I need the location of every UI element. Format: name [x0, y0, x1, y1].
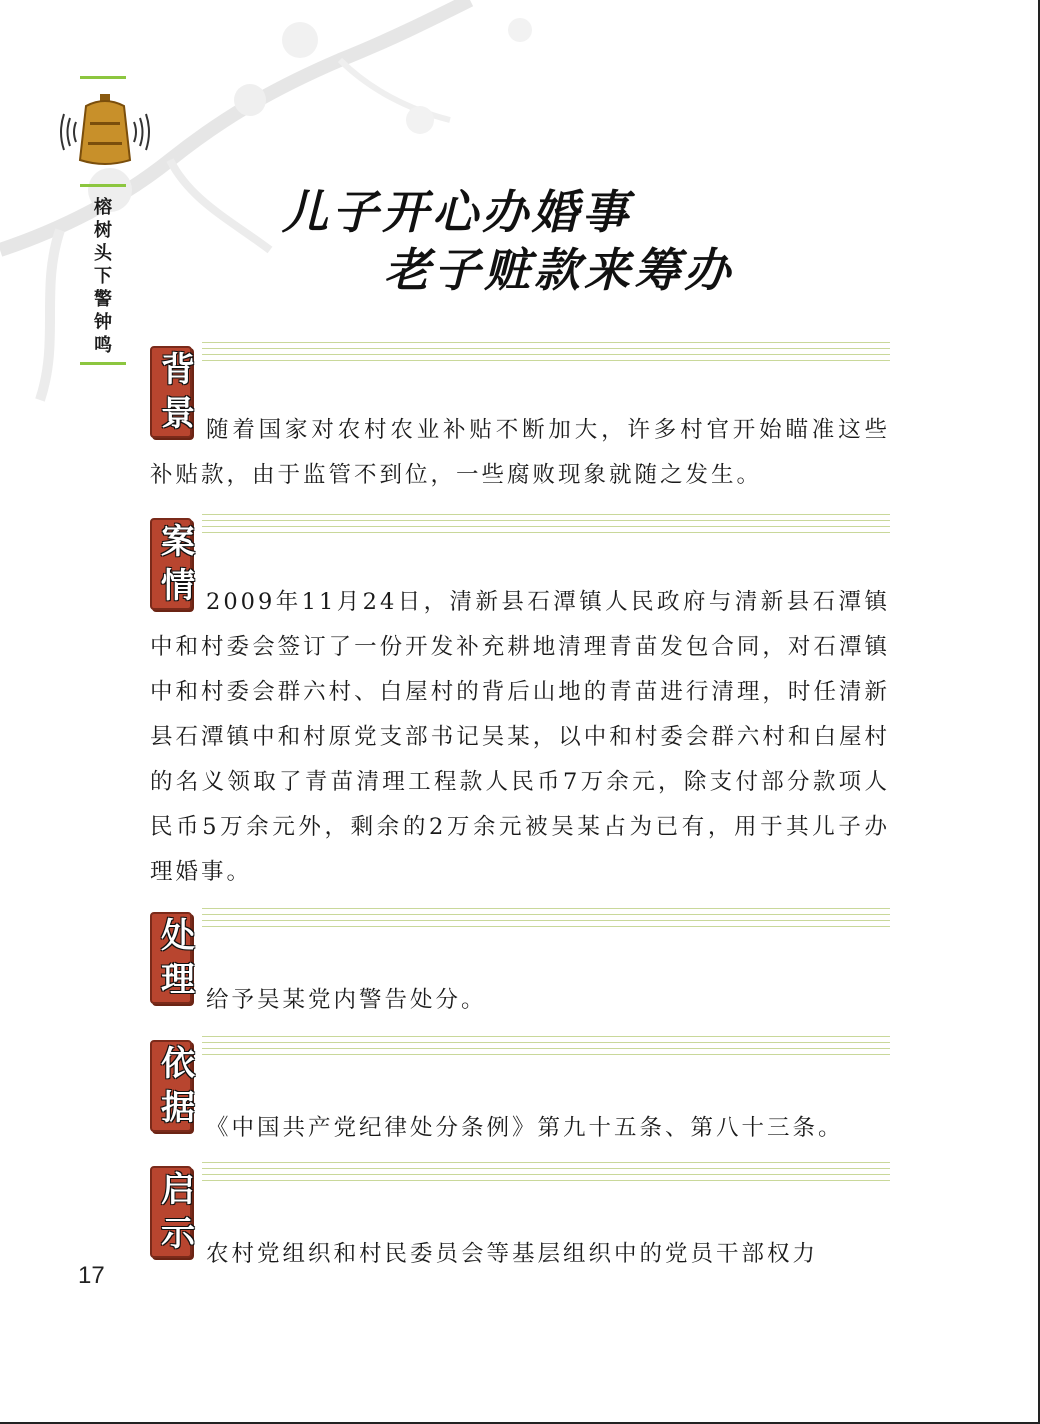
section-body — [150, 1232, 890, 1277]
section-badge-label: 案情 — [161, 522, 195, 606]
sidebar-top-rule — [80, 76, 126, 79]
section-text: 《中国共产党纪律处分条例》第九十五条、第八十三条。 — [206, 1115, 844, 1141]
bell-icon — [50, 92, 160, 172]
section-rule-lines — [202, 1162, 890, 1190]
section-rule-lines — [202, 1036, 890, 1064]
title-line-2: 老子赃款来筹办 — [384, 243, 734, 297]
sidebar-title: 榕树头下警钟鸣 — [94, 197, 112, 356]
section-text: 随着国家对农村农业补贴不断加大，许多村官开始瞄准这些补贴款，由于监管不到位，一些腐败现象就随之发生。 — [150, 417, 890, 488]
page-number: 17 — [78, 1262, 105, 1289]
section-text: 2009年11月24日，清新县石潭镇人民政府与清新县石潭镇中和村委会签订了一份开发补充耕地清理青苗发包合同，对石潭镇中和村委会群六村、白屋村的背后山地的青苗进行清理，时任清新县石潭镇中和村原党支部书记吴某，以中和村委会群六村和白屋村的名义领取了青苗清理工程款人民币7万余元，除支付部分款项人民币5万余元外，剩余的2万余元被吴某占为已有，用于其儿子办理婚事。 — [150, 589, 890, 885]
section-text: 农村党组织和村民委员会等基层组织中的党员干部权力 — [206, 1241, 819, 1267]
sidebar-bottom-rule — [80, 362, 126, 365]
section-text: 给予吴某党内警告处分。 — [206, 987, 487, 1013]
section-body — [150, 1106, 890, 1151]
section-body — [150, 978, 890, 1023]
section-badge-label: 背景 — [161, 350, 195, 434]
section-rule-lines — [202, 908, 890, 936]
section-badge-label: 依据 — [161, 1044, 195, 1128]
sidebar-middle-rule — [80, 184, 126, 187]
section-rule-lines — [202, 342, 890, 370]
title-line-1: 儿子开心办婚事 — [282, 185, 632, 239]
section-body — [150, 408, 890, 498]
section-rule-lines — [202, 514, 890, 542]
section-body — [150, 580, 890, 895]
section-badge-label: 启示 — [161, 1170, 195, 1254]
section-badge-label: 处理 — [161, 916, 195, 1000]
